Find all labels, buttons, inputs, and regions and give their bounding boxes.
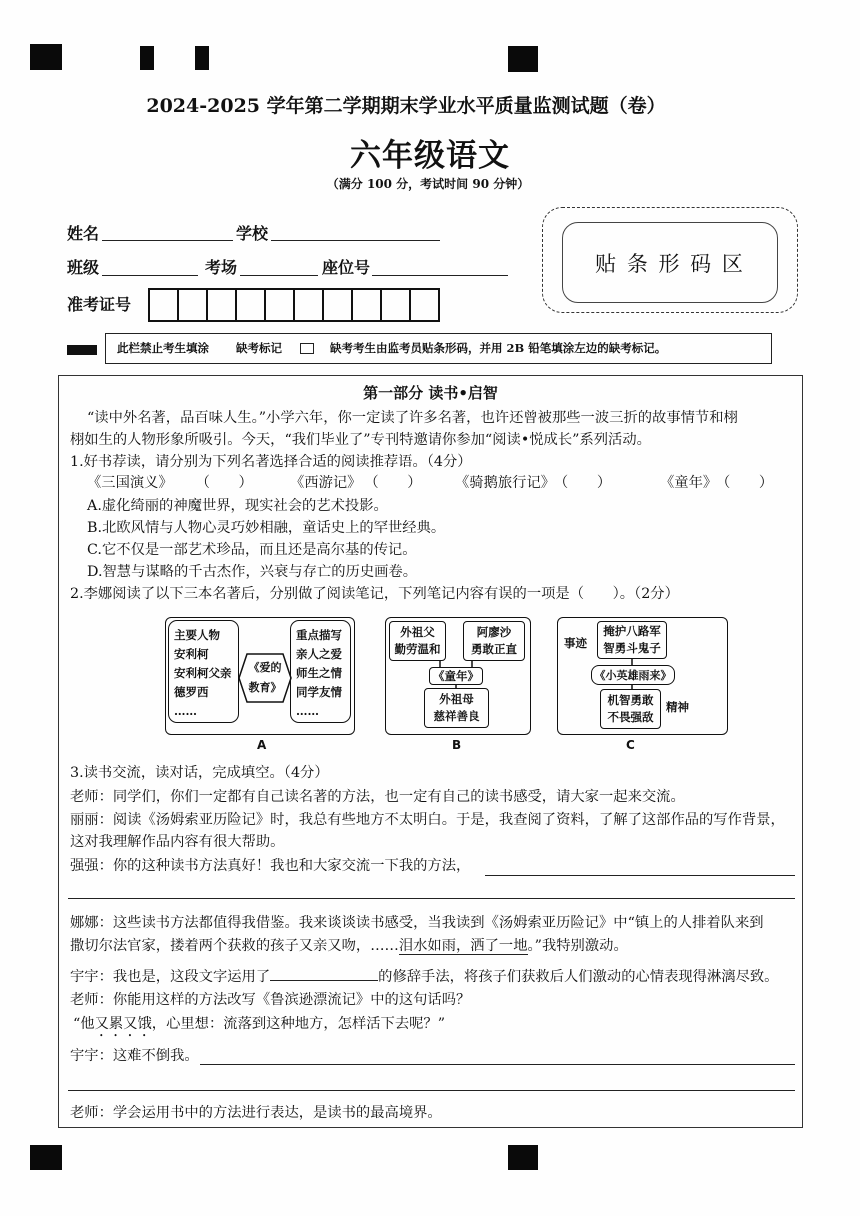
dialogue-line: 老师：同学们，你们一定都有自己读名著的方法，也一定有自己的读书感受，请大家一起来交流。 bbox=[70, 789, 685, 805]
diagram-text: 重点描写 bbox=[296, 628, 342, 642]
barcode-area-label: 贴 条 形 码 区 bbox=[595, 251, 745, 276]
rhetoric-answer-blank bbox=[270, 966, 378, 981]
diagram-a bbox=[165, 617, 355, 735]
diagram-b-grandfather-box bbox=[389, 621, 446, 661]
diagram-text: …… bbox=[296, 704, 319, 718]
diagram-text: 《小英雄雨来》 bbox=[594, 668, 672, 682]
book-title: 《童年》 bbox=[660, 475, 718, 491]
intro-line: 栩如生的人物形象所吸引。今天，“我们毕业了”专刊特邀请你参加“阅读•悦成长”系列活动。 bbox=[70, 432, 651, 448]
dialogue-line: 老师：学会运用书中的方法进行表达，是读书的最高境界。 bbox=[70, 1105, 442, 1121]
quoted-sentence bbox=[73, 1015, 445, 1040]
seat-field-line bbox=[372, 275, 508, 276]
admission-digit-box bbox=[177, 290, 206, 320]
absence-mark-checkbox bbox=[300, 343, 314, 354]
diagram-c-book-title bbox=[591, 665, 675, 685]
admission-digit-box bbox=[380, 290, 409, 320]
diagram-text: 安利柯 bbox=[174, 647, 209, 661]
admission-digit-box bbox=[235, 290, 264, 320]
part1-heading: 第一部分 读书•启智 bbox=[363, 384, 498, 402]
answer-blank: （ ） bbox=[371, 475, 422, 491]
diagram-text: 亲人之爱 bbox=[296, 647, 342, 661]
answer-line bbox=[68, 898, 795, 899]
diagram-text: 主要人物 bbox=[174, 628, 220, 642]
answer-blank: （ ） bbox=[723, 475, 774, 491]
q1-option: D.智慧与谋略的千古杰作，兴衰与存亡的历史画卷。 bbox=[87, 564, 418, 580]
name-label: 姓名 bbox=[67, 224, 100, 243]
diagram-a-focus-box bbox=[290, 620, 351, 723]
registration-mark bbox=[195, 46, 209, 70]
q1-book bbox=[290, 474, 422, 492]
registration-mark bbox=[508, 46, 538, 72]
registration-mark bbox=[30, 1145, 62, 1170]
diagram-text: 慈祥善良 bbox=[433, 709, 480, 723]
admission-digit-box bbox=[351, 290, 380, 320]
dialogue-line bbox=[70, 966, 778, 986]
intro-line: “读中外名著，品百味人生。”小学六年，你一定读了许多名著，也许还曾被那些一波三折的故事情节和栩 bbox=[87, 410, 738, 426]
emphasized-words: 又累又饿 bbox=[94, 1016, 152, 1032]
absence-fill-mark bbox=[67, 345, 97, 355]
dialogue-line: 老师：你能用这样的方法改写《鲁滨逊漂流记》中的这句话吗？ bbox=[70, 992, 471, 1008]
diagram-c-spirit-tag: 精神 bbox=[666, 700, 689, 714]
diagram-b-alyosha-box bbox=[463, 621, 525, 661]
admission-digit-box bbox=[150, 290, 177, 320]
diagram-text: 师生之情 bbox=[296, 666, 342, 680]
q1-stem: 1.好书荐读，请分别为下列名著选择合适的阅读推荐语。（4分） bbox=[70, 454, 472, 470]
diagram-text: 外祖母 bbox=[439, 692, 474, 706]
class-label: 班级 bbox=[67, 258, 100, 277]
diagram-c-deeds-box bbox=[597, 621, 667, 659]
dialogue-text: 宇宇：我也是，这段文字运用了 bbox=[70, 969, 271, 985]
exam-title: 2024-2025 学年第二学期期末学业水平质量监测试题（卷） bbox=[146, 95, 666, 117]
diagram-text: 外祖父 bbox=[400, 625, 435, 639]
dialogue-text: 。”我特别激动。 bbox=[527, 938, 628, 954]
diagram-text: 掩护八路军 bbox=[603, 624, 661, 638]
diagram-c-deeds-tag: 事迹 bbox=[564, 636, 587, 650]
answer-line bbox=[200, 1064, 795, 1065]
exam-note: （满分 100 分，考试时间 90 分钟） bbox=[326, 177, 530, 191]
dialogue-line bbox=[70, 937, 628, 955]
exam-room-label: 考场 bbox=[205, 258, 238, 277]
name-field-line bbox=[102, 240, 233, 241]
admission-digit-box bbox=[293, 290, 322, 320]
diagram-text: 教育》 bbox=[248, 681, 282, 694]
diagram-text: 机智勇敢 bbox=[607, 693, 654, 707]
q1-option: C.它不仅是一部艺术珍品，而且还是高尔基的传记。 bbox=[87, 542, 417, 558]
dialogue-line: 丽丽：阅读《汤姆索亚历险记》时，我总有些地方不太明白。于是，我查阅了资料，了解了这部作品的写作背景， bbox=[70, 812, 785, 828]
diagram-text: 勇敢正直 bbox=[471, 642, 517, 656]
registration-mark bbox=[140, 46, 154, 70]
exam-room-field-line bbox=[240, 275, 318, 276]
absence-instruction: 缺考考生由监考员贴条形码，并用 2B 铅笔填涂左边的缺考标记。 bbox=[330, 341, 667, 355]
diagram-text: 阿廖沙 bbox=[476, 625, 512, 639]
q1-book bbox=[660, 474, 773, 492]
dialogue-text: 撒切尔法官家，搂着两个获救的孩子又亲又吻，…… bbox=[70, 938, 399, 954]
exam-subject: 六年级语文 bbox=[350, 138, 510, 174]
registration-mark bbox=[508, 1145, 538, 1170]
q3-stem: 3.读书交流，读对话，完成填空。（4分） bbox=[70, 765, 329, 781]
q1-option: A.虚化绮丽的神魔世界，现实社会的艺术投影。 bbox=[87, 498, 388, 514]
diagram-text: 《爱的 bbox=[248, 661, 282, 674]
underlined-quote: 泪水如雨，洒了一地 bbox=[398, 938, 528, 954]
diagram-text: 勤劳温和 bbox=[394, 642, 441, 656]
diagram-b bbox=[385, 617, 531, 735]
school-label: 学校 bbox=[236, 224, 269, 243]
book-title: 《西游记》 bbox=[290, 475, 362, 491]
diagram-c-spirit-box bbox=[600, 689, 661, 729]
q1-option: B.北欧风情与人物心灵巧妙相融，童话史上的罕世经典。 bbox=[87, 520, 446, 536]
admission-no-boxes bbox=[148, 288, 440, 322]
dialogue-line: 这对我理解作品内容有很大帮助。 bbox=[70, 834, 285, 850]
diagram-b-label: B bbox=[452, 738, 462, 752]
diagram-a-book-title bbox=[245, 658, 285, 698]
q1-book bbox=[87, 474, 253, 492]
diagram-c bbox=[557, 617, 728, 735]
forbidden-note: 此栏禁止考生填涂 bbox=[117, 341, 209, 355]
diagram-b-book-title bbox=[429, 667, 483, 685]
diagram-text: 《童年》 bbox=[433, 668, 479, 683]
book-title: 《骑鹅旅行记》 bbox=[455, 475, 556, 491]
registration-mark bbox=[30, 44, 62, 70]
dialogue-line: 强强：你的这种读书方法真好！我也和大家交流一下我的方法， bbox=[70, 858, 471, 874]
admission-digit-box bbox=[409, 290, 438, 320]
dialogue-text: 的修辞手法，将孩子们获救后人们激动的心情表现得淋漓尽致。 bbox=[378, 969, 779, 985]
diagram-text: 同学友情 bbox=[296, 685, 342, 699]
answer-line bbox=[68, 1090, 795, 1091]
diagram-text: 不畏强敌 bbox=[607, 710, 654, 724]
class-field-line bbox=[102, 275, 198, 276]
absence-mark-label: 缺考标记 bbox=[236, 341, 282, 355]
q2-stem: 2.李娜阅读了以下三本名著后，分别做了阅读笔记，下列笔记内容有误的一项是（ ）。（2分） bbox=[70, 586, 679, 602]
school-field-line bbox=[271, 240, 440, 241]
admission-digit-box bbox=[206, 290, 235, 320]
dialogue-line: 娜娜：这些读书方法都值得我借鉴。我来谈谈读书感受，当我读到《汤姆索亚历险记》中“镇上的人排着队来到 bbox=[70, 915, 764, 931]
diagram-text: 安利柯父亲 bbox=[174, 666, 232, 680]
diagram-text: …… bbox=[174, 704, 197, 718]
diagram-a-label: A bbox=[257, 738, 267, 752]
answer-blank: （ ） bbox=[561, 475, 612, 491]
answer-line bbox=[485, 875, 795, 876]
diagram-text: 德罗西 bbox=[174, 685, 209, 699]
diagram-b-grandmother-box bbox=[424, 688, 489, 728]
admission-digit-box bbox=[264, 290, 293, 320]
absence-row bbox=[105, 333, 772, 364]
dialogue-text: ，心里想：流落到这种地方，怎样活下去呢？” bbox=[151, 1016, 446, 1032]
diagram-c-label: C bbox=[626, 738, 635, 752]
dialogue-line: 宇宇：这难不倒我。 bbox=[70, 1048, 199, 1064]
q1-book bbox=[455, 474, 611, 492]
seat-label: 座位号 bbox=[322, 258, 371, 277]
barcode-area bbox=[562, 222, 778, 303]
admission-no-label: 准考证号 bbox=[67, 295, 132, 314]
diagram-text: 智勇斗鬼子 bbox=[603, 641, 661, 655]
book-title: 《三国演义》 bbox=[87, 475, 173, 491]
admission-digit-box bbox=[322, 290, 351, 320]
answer-blank: （ ） bbox=[202, 475, 253, 491]
dialogue-text: “他 bbox=[73, 1016, 95, 1032]
